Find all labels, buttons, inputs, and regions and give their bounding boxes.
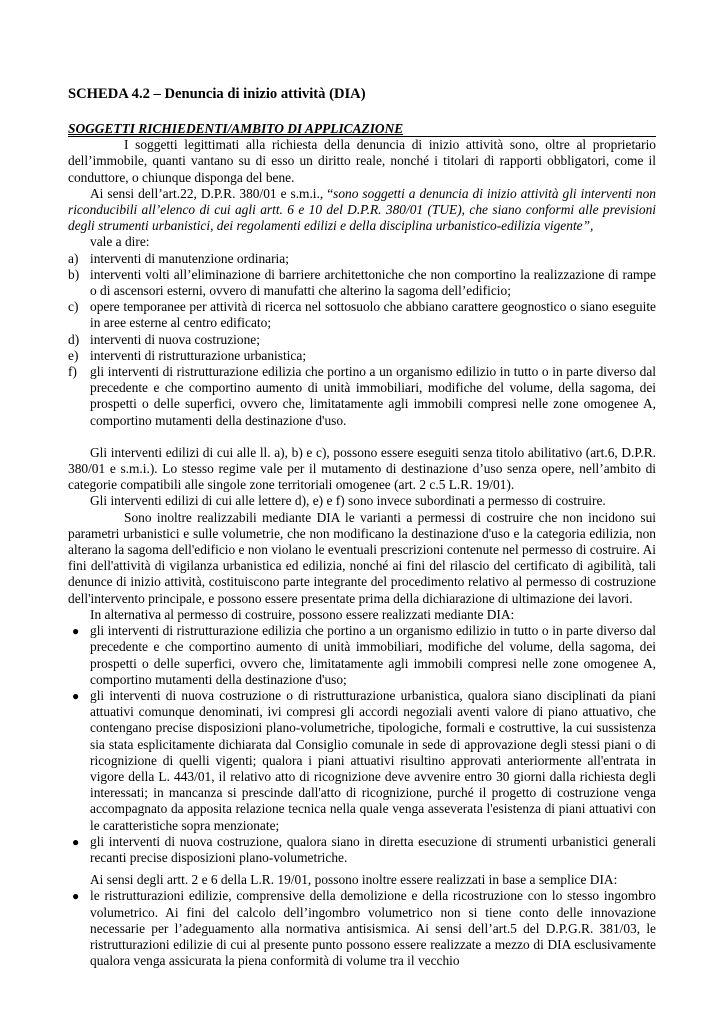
list-item-text: gli interventi di nuova costruzione o di ristrutturazione urbanistica, qualora siano disciplinati da piani attuativi comunque denominati, ivi compresi gli accordi negoziali aventi valore di piano attuativo, che contengano precise disposizioni plano-volumetriche, tipologiche, formali e costruttive, la cui sussistenza sia stata esplicitamente dichiarata dal Consiglio comunale in sede di approvazione degli stessi piani o di ricognizione di quelli vigenti; qualora i piani attuativi risultino approvati anteriormente all'entrata in vigore della L. 443/01, il relativo atto di ricognizione deve avvenire entro 30 giorni dalla richiesta degli interessati; in mancanza si prescinde dall'atto di ricognizione, purché il progetto di costruzione venga accompagnato da apposita relazione tecnica nella quale venga asseverata l'esistenza di piani attuativi con le caratteristiche sopra menzionate;: [90, 687, 656, 833]
art22-intro: Ai sensi dell’art.22, D.P.R. 380/01 e s.m.i., “: [90, 185, 334, 201]
list-item-label: e): [68, 347, 79, 363]
paragraph-vale-a-dire: vale a dire:: [90, 234, 150, 250]
list-item: [68, 888, 656, 969]
bullet-icon: ●: [72, 889, 80, 904]
list-item-text: interventi di manutenzione ordinaria;: [90, 250, 289, 266]
list-item-text: gli interventi di nuova costruzione, qualora siano in diretta esecuzione di strumenti urbanistici generali recanti precise disposizioni plano-volumetriche.: [90, 833, 656, 865]
bullet-icon: ●: [72, 624, 80, 639]
spacer: [68, 429, 656, 445]
list-item-label: a): [68, 250, 79, 266]
list-item-text: opere temporanee per attività di ricerca nel sottosuolo che abbiano carattere geognostico o siano eseguite in aree esterne al centro edificato;: [90, 299, 656, 331]
list-item: [68, 348, 656, 364]
paragraph-lr-19-01: Ai sensi degli artt. 2 e 6 della L.R. 19/01, possono inoltre essere realizzati in base a semplice DIA:: [90, 872, 618, 888]
paragraph-alternativa: In alternativa al permesso di costruire, possono essere realizzati mediante DIA:: [90, 606, 515, 622]
list-item-label: f): [68, 364, 77, 380]
bullet-icon: ●: [72, 688, 80, 703]
list-item-text: interventi volti all’eliminazione di barriere architettoniche che non comportino la realizzazione di rampe o di ascensori esterni, ovvero di manufatti che alterino la sagoma dell’edificio;: [90, 266, 656, 299]
paragraph-titolo-abilitativo: Gli interventi edilizi di cui alle ll. a), b) e c), possono essere eseguiti senza titolo abilitativo (art.6, D.P.R. 380/01 e s.m.i.). Lo stesso regime vale per il mutamento di destinazione d’uso senza opere, nell’ambito di categorie compatibili alle singole zone territoriali omogenee (art. 2 c.5 L.R. 19/01).: [68, 444, 656, 493]
bullet-list-semplice-dia: [68, 888, 656, 969]
list-item: [68, 332, 656, 348]
list-item-text: interventi di nuova costruzione;: [90, 331, 260, 347]
list-item: [68, 267, 656, 299]
paragraph-art22: [68, 186, 656, 235]
list-item-label: b): [68, 266, 80, 282]
list-item: [68, 623, 656, 688]
list-item: [68, 834, 656, 866]
list-item-text: interventi di ristrutturazione urbanistica;: [90, 347, 307, 363]
list-item-text: gli interventi di ristrutturazione edilizia che portino a un organismo edilizio in tutto o in parte diverso dal precedente e che comportino aumento di unità immobiliari, modifiche del volume, della sagoma, dei prospetti o delle superfici, ovvero che, limitatamente agli immobili compresi nelle zone omogenee A, comportino mutamenti della destinazione d'uso.: [90, 364, 656, 428]
paragraph-soggetti: I soggetti legittimati alla richiesta della denuncia di inizio attività sono, oltre al proprietario dell’immobile, quanti vantano su di esso un diritto reale, nonché i titolari di rapporti obbligatori, come il conduttore, o chiunque disponga del bene.: [68, 137, 656, 185]
letter-list: [68, 251, 656, 429]
page-title: SCHEDA 4.2 – Denuncia di inizio attività (DIA): [68, 86, 366, 102]
list-item-text: gli interventi di ristrutturazione edilizia che portino a un organismo edilizio in tutto o in parte diverso dal precedente e che comportino aumento di unità immobiliari, modifiche del volume, della sagoma, dei prospetti o delle superfici, ovvero che, limitatamente agli immobili compresi nelle zone omogenee A, comportino mutamenti della destinazione d'uso;: [90, 623, 656, 687]
bullet-icon: ●: [72, 834, 80, 849]
bullet-list-dia: [68, 623, 656, 866]
list-item-text: le ristrutturazioni edilizie, comprensive della demolizione e della ricostruzione con lo stesso ingombro volumetrico. Ai fini del calcolo dell’ingombro volumetrico non si tiene conto delle innovazione necessarie per l’adeguamento alla normativa antisismica. Ai sensi dell’art.5 del D.P.G.R. 381/03, le ristrutturazioni edilizie di cui al presente punto possono essere realizzate a mezzo di DIA esclusivamente qualora venga assicurata la piena conformità di volume tra il vecchio: [90, 888, 656, 969]
list-item: [68, 299, 656, 331]
list-item-label: d): [68, 331, 80, 347]
list-item: [68, 688, 656, 834]
document-content: [68, 86, 656, 969]
paragraph-varianti: Sono inoltre realizzabili mediante DIA le varianti a permessi di costruire che non incidono sui parametri urbanistici e sulle volumetrie, che non modificano la destinazione d'uso e la categoria edilizia, non alterano la sagoma dell'edificio e non violano le eventuali prescrizioni contenute nel permesso di costruire. Ai fini dell'attività di vigilanza urbanistica ed edilizia, nonché ai fini del rilascio del certificato di agibilità, tali denunce di inizio attività, costituiscono parte integrante del procedimento relativo al permesso di costruzione dell'intervento principale, e possono essere presentate prima della dichiarazione di ultimazione dei lavori.: [68, 509, 656, 606]
list-item-label: c): [68, 299, 79, 315]
section-heading: SOGGETTI RICHIEDENTI/AMBITO DI APPLICAZIONE: [68, 121, 656, 137]
list-item: [68, 251, 656, 267]
paragraph-permesso: Gli interventi edilizi di cui alle lettere d), e) e f) sono invece subordinati a permesso di costruire.: [90, 493, 606, 509]
list-item: [68, 364, 656, 429]
art22-quote: sono soggetti a denuncia di inizio attività gli interventi non riconducibili all’elenco di cui agli artt. 6 e 10 del D.P.R. 380/01 (TUE), che siano conformi alle previsioni degli strumenti urbanistici, dei regolamenti edilizi e della disciplina urbanistico-edilizia vigente”,: [68, 185, 656, 234]
